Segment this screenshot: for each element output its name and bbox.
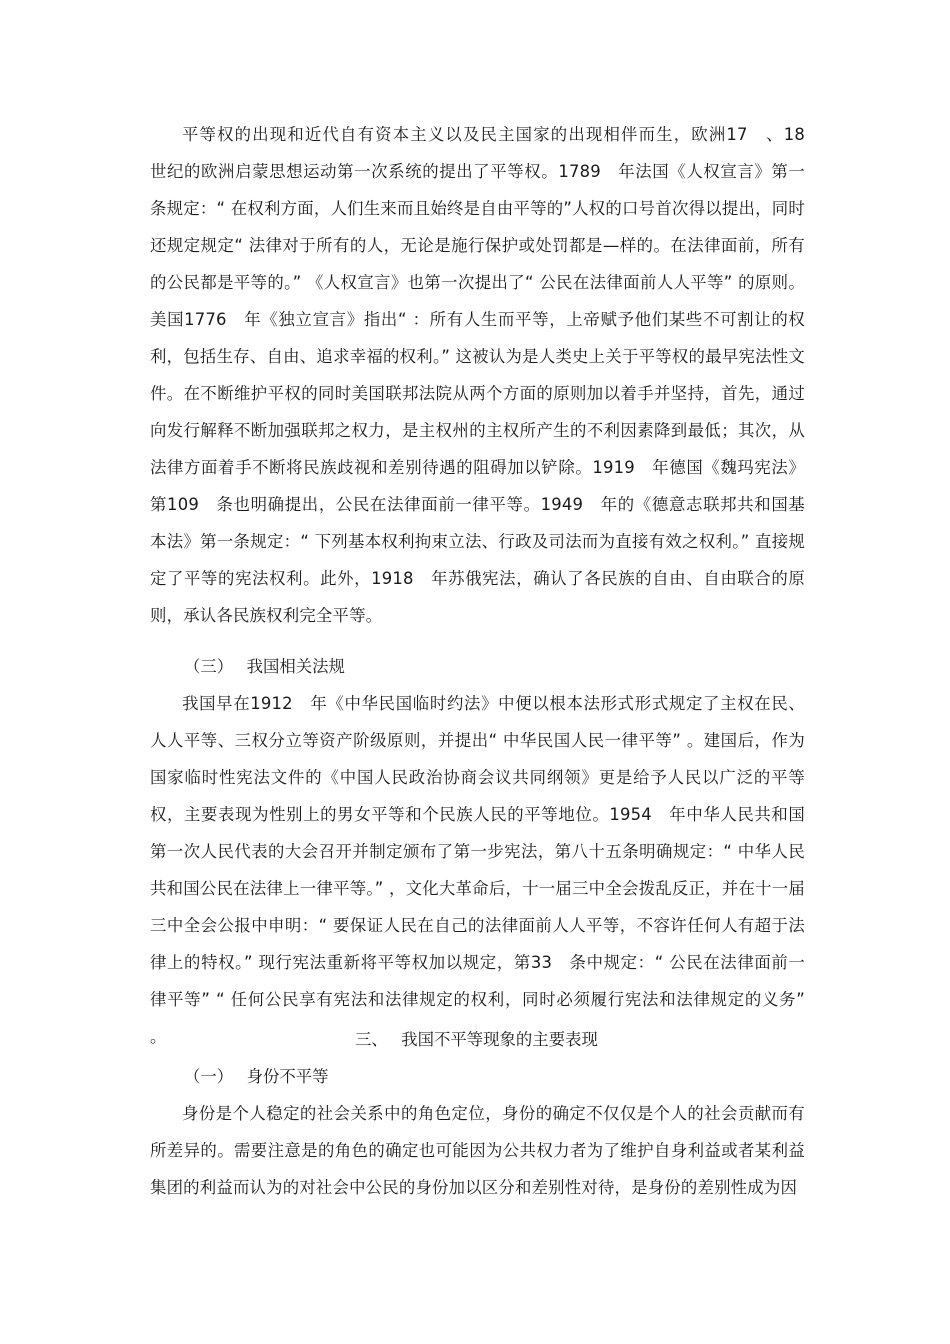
subheading-identity-inequality: （一） 身份不平等 <box>184 1067 329 1086</box>
paragraph-equality-origin: 平等权的出现和近代自有资本主义以及民主国家的出现相伴而生，欧洲17 、18 世纪的欧洲启蒙思想运动第一次系统的提出了平等权。1789 年法国《人权宣言》第一条规定：“ 在权利方面，人们生来而且始终是自由平等的”人权的口号首次得以提出，同时还规定规定“ 法律对于所有的人，无论是施行保护或处罚都是—样的。在法律面前，所有的公民都是平等的。” 《人权宣言》也第一次提出了“ 公民在法律面前人人平等” 的原则。美国1776 年《独立宣言》指出“ ：所有人生而平等，上帝赋予他们某些不可割让的权利，包括生存、自由、追求幸福的权利。” 这被认为是人类史上关于平等权的最早宪法性文件。在不断维护平权的同时美国联邦法院从两个方面的原则加以着手并坚持，首先，通过向发行解释不断加强联邦之权力，是主权州的主权所产生的不利因素降到最低；其次，从法律方面着手不断将民族歧视和差别待遇的阻碍加以铲除。1919 年德国《魏玛宪法》第109 条也明确提出，公民在法律面前一律平等。1949 年的《德意志联邦共和国基本法》第一条规定：“ 下列基本权利拘束立法、行政及司法而为直接有效之权利。” 直接规定了平等的宪法权利。此外，1918 年苏俄宪法，确认了各民族的自由、自由联合的原则，承认各民族权利完全平等。 <box>150 125 822 625</box>
subheading-related-laws: （三） 我国相关法规 <box>184 657 345 676</box>
paragraph-china-laws: 我国早在1912 年《中华民国临时约法》中便以根本法形式形式规定了主权在民、人人平等、三权分立等资产阶级原则，并提出“ 中华民国人民一律平等” 。建国后，作为国家临时性宪法文件的《中国人民政治协商会议共同纲领》更是给予人民以广泛的平等权，主要表现为性别上的男女平等和个民族人民的平等地位。1954 年中华人民共和国第一次人民代表的大会召开并制定颁布了第一步宪法，第八十五条明确规定：“ 中华人民共和国公民在法律上一律平等。” ，文化大革命后，十一届三中全会拨乱反正，并在十一届三中全会公报中申明：“ 要保证人民在自己的法律面前人人平等，不容许任何人有超于法律上的特权。” 现行宪法重新将平等权加以规定，第33 条中规定：“ 公民在法律面前一律平等” “ 任何公民享有宪法和法律规定的权利，同时必须履行宪法和法律规定的义务” 。 <box>150 694 805 1046</box>
paragraph-identity: 身份是个人稳定的社会关系中的角色定位，身份的确定不仅仅是个人的社会贡献而有所差异的。需要注意是的角色的确定也可能因为公共权力者为了维护自身利益或者某利益集团的利益而认为的对社会中公民的身份加以区分和差别性对待，是身份的差别性成为因 <box>150 1104 805 1197</box>
section-heading-inequality: 三、 我国不平等现象的主要表现 <box>355 1030 598 1049</box>
